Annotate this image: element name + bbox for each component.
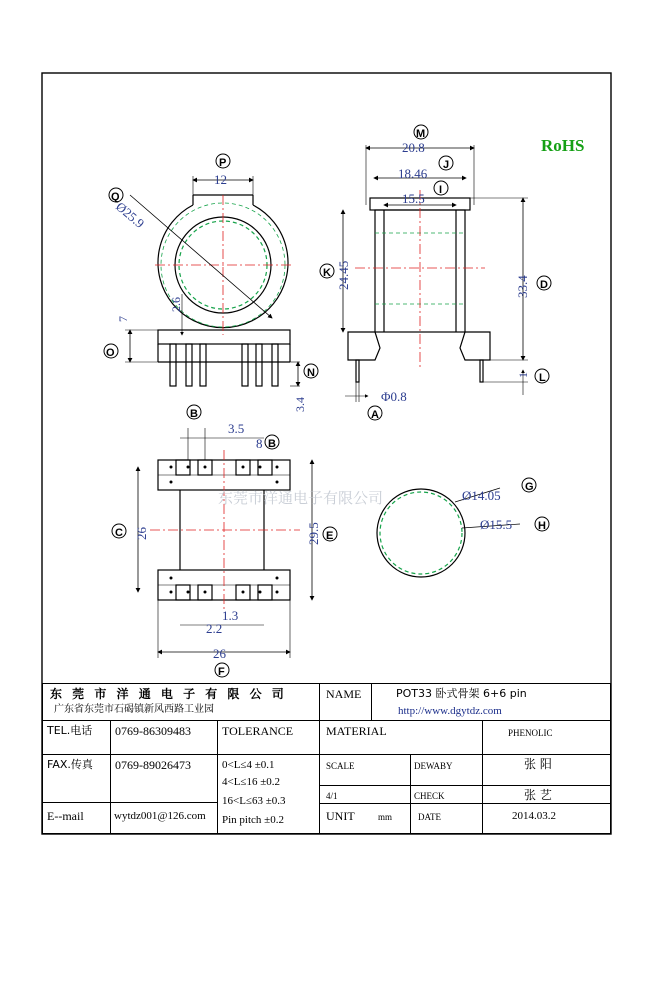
company-address: 广东省东莞市石碣镇新风西路工业园 — [54, 704, 214, 715]
dim-flange: 1.3 — [222, 608, 239, 623]
svg-text:G: G — [525, 481, 534, 493]
callout-c — [112, 524, 126, 539]
tolerance-row-3: 16<L≤63 ±0.3 — [222, 795, 286, 807]
email-value[interactable]: wytdz001@126.com — [114, 810, 206, 822]
check-value: 张 艺 — [524, 788, 552, 802]
dim-b-count: 8 — [256, 436, 263, 451]
callout-a — [368, 406, 382, 421]
svg-text:B: B — [268, 438, 276, 450]
svg-text:C: C — [115, 527, 123, 539]
scale-label: SCALE — [326, 761, 355, 771]
dim-f: 26 — [213, 646, 226, 661]
svg-text:F: F — [218, 666, 225, 678]
tolerance-row-2: 4<L≤16 ±0.2 — [222, 776, 280, 788]
dewaby-label: DEWABY — [414, 761, 453, 771]
svg-text:M: M — [416, 128, 426, 140]
callout-g — [522, 478, 536, 493]
svg-text:E: E — [326, 530, 334, 542]
unit-label: UNIT — [326, 809, 355, 823]
dim-g: Ø14.05 — [462, 488, 501, 503]
dim-e: 29.5 — [306, 522, 321, 545]
callout-b2 — [265, 435, 279, 450]
company-url[interactable]: http://www.dgytdz.com — [398, 705, 502, 717]
dim-b-pitch: 3.5 — [228, 421, 245, 436]
rohs-mark: RoHS — [541, 136, 585, 155]
dim-c: 26 — [134, 527, 149, 540]
svg-text:Q: Q — [111, 191, 120, 203]
tolerance-label: TOLERANCE — [222, 724, 294, 738]
dim-n: 3.4 — [293, 397, 307, 412]
svg-text:H: H — [538, 520, 546, 532]
top-view — [158, 195, 290, 386]
material-label: MATERIAL — [326, 724, 387, 738]
dim-o: 7 — [116, 316, 130, 322]
callout-n — [304, 364, 318, 379]
dim-m: 20.8 — [402, 140, 425, 155]
callout-j — [439, 156, 453, 171]
dim-i: 15.5 — [402, 191, 425, 206]
callout-l — [535, 369, 549, 384]
date-label: DATE — [418, 812, 441, 822]
callout-h — [535, 517, 549, 532]
unit-value: mm — [378, 812, 393, 822]
dim-wall: 2.6 — [169, 297, 183, 312]
dim-l: 1 — [516, 372, 530, 378]
svg-text:D: D — [540, 279, 548, 291]
dim-h: Ø15.5 — [480, 517, 513, 532]
dim-j: 18.46 — [398, 166, 428, 181]
part-name: POT33 卧式骨架 6+6 pin — [396, 687, 527, 700]
callout-o — [104, 344, 118, 359]
tolerance-row-4: Pin pitch ±0.2 — [222, 814, 284, 826]
callout-d — [537, 276, 551, 291]
dim-k: 24.45 — [336, 260, 351, 290]
svg-text:P: P — [219, 157, 227, 169]
callout-f — [215, 663, 229, 678]
dim-slot: 2.2 — [206, 621, 223, 636]
tel-value: 0769-86309483 — [115, 724, 191, 738]
callouts — [104, 125, 551, 678]
scale-value: 4/1 — [326, 791, 338, 801]
company-name: 东 莞 市 洋 通 电 子 有 限 公 司 — [50, 687, 287, 701]
svg-text:A: A — [371, 409, 379, 421]
tolerance-row-1: 0<L≤4 ±0.1 — [222, 759, 275, 771]
email-label: E--mail — [47, 809, 84, 823]
dim-p: 12 — [214, 172, 227, 187]
svg-text:L: L — [539, 372, 546, 384]
callout-i — [434, 181, 448, 196]
dewaby-value: 张 阳 — [524, 757, 552, 771]
svg-text:N: N — [307, 367, 315, 379]
svg-text:I: I — [439, 184, 443, 196]
svg-text:J: J — [443, 159, 450, 171]
check-label: CHECK — [414, 791, 445, 801]
name-label: NAME — [326, 687, 362, 701]
title-block — [42, 683, 611, 833]
callout-p — [216, 154, 230, 169]
callout-k — [320, 264, 334, 279]
svg-text:B: B — [190, 408, 198, 420]
tel-label: TEL.电话 — [47, 724, 93, 737]
svg-text:O: O — [106, 347, 115, 359]
fax-value: 0769-89026473 — [115, 758, 191, 772]
callout-e — [323, 527, 337, 542]
watermark: 东莞市洋通电子有限公司 — [218, 489, 384, 507]
dim-a: Φ0.8 — [381, 389, 407, 404]
date-value: 2014.03.2 — [512, 810, 556, 822]
callout-b1 — [187, 405, 201, 420]
dim-q: Ø25.9 — [113, 198, 148, 231]
svg-text:K: K — [323, 267, 331, 279]
material-value: PHENOLIC — [508, 728, 553, 738]
dim-d: 33.4 — [515, 275, 530, 298]
side-view — [348, 198, 490, 382]
fax-label: FAX.传真 — [47, 758, 93, 771]
section-view — [377, 489, 465, 577]
callout-m — [414, 125, 428, 140]
